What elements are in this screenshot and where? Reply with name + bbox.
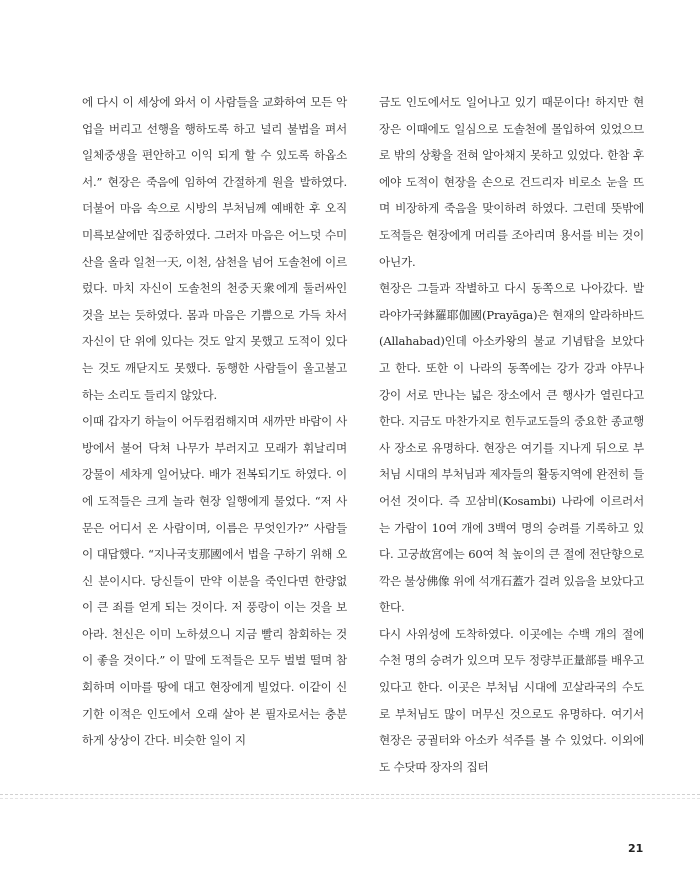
paragraph: 에 다시 이 세상에 와서 이 사람들을 교화하여 모든 악업을 버리고 선행을 행하도록 하고 널리 불법을 펴서 일체중생을 편안하고 이익 되게 할 수 있도록 하옵소서.” 현장은 죽음에 임하여 간절하게 원을 발하였다. 더불어 마음 속으로 시방의 부처님께 예배한 후 오직 미륵보살에만 집중하였다. 그러자 마음은 어느덧 수미산을 올라 일천一天, 이천, 삼천을 넘어 도솔천에 이르렀다. 마치 자신이 도솔천의 천중天衆에게 둘러싸인 것을 보는 듯하였다. 몸과 마음은 기쁨으로 가득 차서 자신이 단 위에 있다는 것도 알지 못했고 도적이 있다는 것도 깨닫지도 못했다. 동행한 사람들이 울고불고 하는 소리도 들리지 않았다. [82, 95, 347, 402]
paragraph: 금도 인도에서도 일어나고 있기 때문이다! 하지만 현장은 이때에도 일심으로 도솔천에 몰입하여 있었으므로 밖의 상황을 전혀 알아채지 못하고 있었다. 한참 후에야 도적이 현장을 손으로 건드리자 비로소 눈을 뜨며 비장하게 죽음을 맞이하려 하였다. 그런데 뜻밖에 도적들은 현장에게 머리를 조아리며 용서를 비는 것이 아닌가. [379, 95, 644, 269]
page-number: 21 [628, 842, 644, 855]
footer-divider [0, 794, 700, 795]
paragraph: 다시 사위성에 도착하였다. 이곳에는 수백 개의 절에 수천 명의 승려가 있으며 모두 정량부正量部를 배우고 있다고 한다. 이곳은 부처님 시대에 꼬살라국의 수도로 부처님도 많이 머무신 것으로도 유명하다. 여기서 현장은 궁궐터와 아소카 석주를 볼 수 있었다. 이외에도 수닷따 장자의 집터 [379, 626, 644, 774]
paragraph: 이때 갑자기 하늘이 어두컴컴해지며 새까만 바람이 사방에서 불어 닥쳐 나무가 부러지고 모래가 휘날리며 강물이 세차게 일어났다. 배가 전복되기도 하였다. 이에 도적들은 크게 놀라 현장 일행에게 물었다. “저 사문은 어디서 온 사람이며, 이름은 무엇인가?” 사람들이 대답했다. “지나국支那國에서 법을 구하기 위해 오신 분이시다. 당신들이 만약 이분을 죽인다면 한량없이 큰 죄를 얻게 되는 것이다. 저 풍랑이 이는 것을 보아라. 천신은 이미 노하셨으니 지금 빨리 참회하는 것이 좋을 것이다.” 이 말에 도적들은 모두 벌벌 떨며 참회하며 이마를 땅에 대고 현장에게 빌었다. 이같이 신기한 이적은 인도에서 오래 살아 본 필자로서는 충분하게 상상이 간다. 비슷한 일이 지 [82, 414, 347, 748]
footer-divider-shadow [0, 798, 700, 799]
left-text-column [82, 89, 347, 754]
right-text-column [379, 89, 644, 780]
paragraph: 현장은 그들과 작별하고 다시 동쪽으로 나아갔다. 발라야가국鉢羅耶伽國(Prayāga)은 현재의 알라하바드(Allahabad)인데 아소카왕의 불교 기념탑을 보았다고 한다. 또한 이 나라의 동쪽에는 강가 강과 야무나 강이 서로 만나는 넓은 장소에서 큰 행사가 열린다고 한다. 지금도 마찬가지로 힌두교도들의 중요한 종교행사 장소로 유명하다. 현장은 여기를 지나게 뒤으로 부처님 시대의 부처님과 제자들의 활동지역에 완전히 들어선 것이다. 즉 꼬삼비(Kosambi) 나라에 이르러서는 가람이 10여 개에 3백여 명의 승려를 기록하고 있다. 고궁故宮에는 60여 척 높이의 큰 절에 전단향으로 깍은 불상佛像 위에 석개石蓋가 걸려 있음을 보았다고 한다. [379, 281, 644, 615]
